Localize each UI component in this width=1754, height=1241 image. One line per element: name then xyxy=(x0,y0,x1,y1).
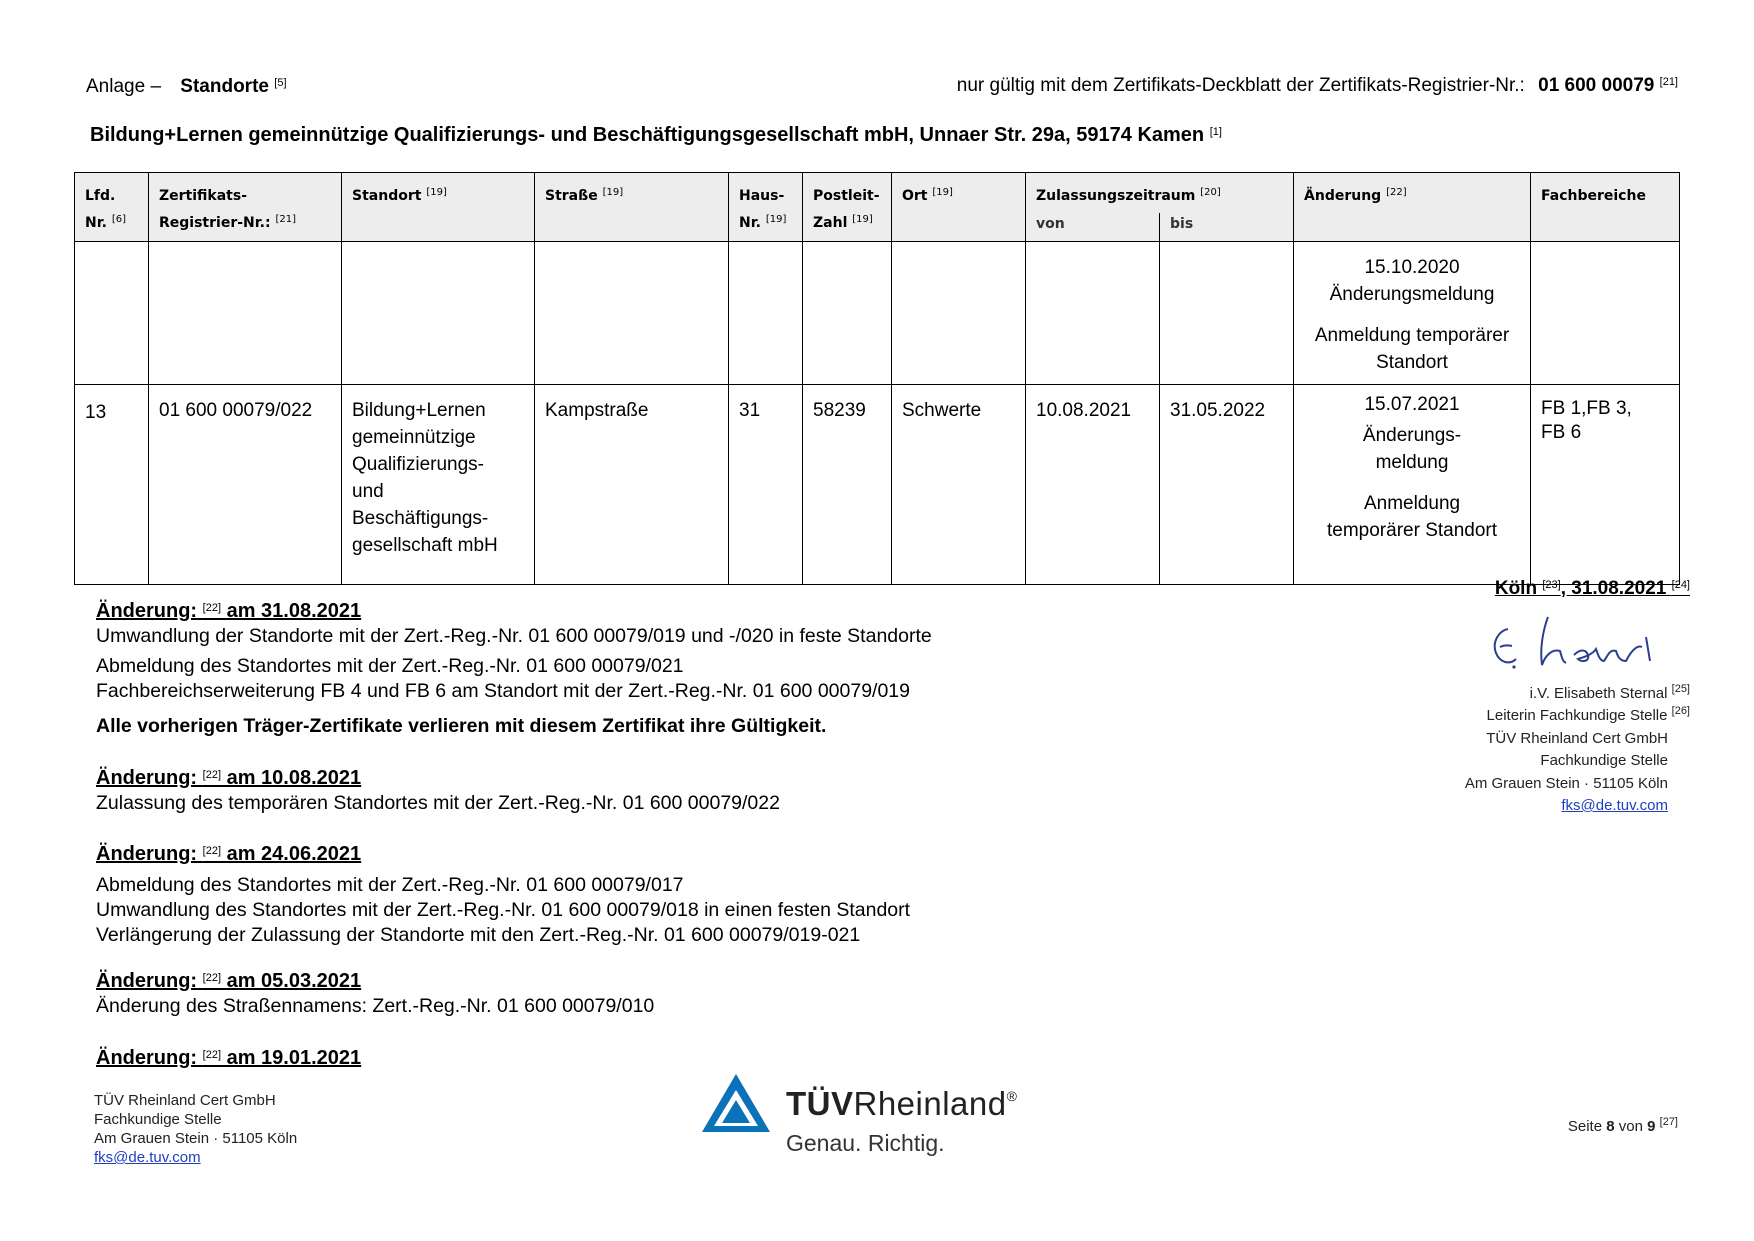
change-section xyxy=(96,1046,361,1071)
signature-block xyxy=(1465,578,1690,818)
signatory-name: i.V. Elisabeth Sternal [25] xyxy=(1529,682,1690,702)
page-number: Seite 8 von 9 [27] xyxy=(1567,1116,1678,1135)
organization-ref: [1] xyxy=(1209,126,1222,138)
cell-nr: 13 xyxy=(75,385,149,585)
cell-bis: 31.05.2022 xyxy=(1160,385,1294,585)
signatory-dept: Fachkundige Stelle xyxy=(1540,752,1668,769)
cell-plz: 58239 xyxy=(803,385,892,585)
change-title: Änderung: [22] am 19.01.2021 xyxy=(96,1047,362,1069)
locations-table xyxy=(74,172,1680,585)
col-ort: Ort [19] xyxy=(892,173,1026,242)
cert-number: 01 600 00079 xyxy=(1538,75,1655,96)
tuv-logo-text: TÜVRheinland® xyxy=(786,1085,1018,1122)
cert-ref: [21] xyxy=(1659,76,1678,88)
footer-address: TÜV Rheinland Cert GmbH Fachkundige Stelle Am Grauen Stein · 51105 Köln fks@de.tuv.com xyxy=(94,1092,298,1166)
col-aenderung: Änderung [22] xyxy=(1294,173,1531,242)
change-title: Änderung: [22] am 31.08.2021 xyxy=(96,600,362,622)
cell-standort: Bildung+Lernen gemeinnützige Qualifizierungs- und Beschäftigungs- gesellschaft mbH xyxy=(342,385,535,585)
table-row xyxy=(75,242,1680,385)
signatory-role: Leiterin Fachkundige Stelle [26] xyxy=(1486,705,1690,724)
change-title: Änderung: [22] am 05.03.2021 xyxy=(96,970,362,992)
cell-fachbereiche: FB 1,FB 3, FB 6 xyxy=(1531,385,1680,585)
annex-ref: [5] xyxy=(274,77,287,89)
change-section: Änderung: [22] am 05.03.2021 Änderung des Straßennamens: Zert.-Reg.-Nr. 01 600 00079/010 xyxy=(96,970,655,1017)
col-von: von xyxy=(1026,213,1160,242)
annex-label: Anlage – xyxy=(86,76,162,97)
change-title: Änderung: [22] am 24.06.2021 xyxy=(96,843,362,865)
col-strasse: Straße [19] xyxy=(535,173,729,242)
signature-graphic xyxy=(1470,609,1670,679)
change-date: 15.07.2021 xyxy=(1364,394,1460,415)
change-date: 15.10.2020 xyxy=(1364,257,1460,278)
cell-reg: 01 600 00079/022 xyxy=(149,385,342,585)
cell-strasse: Kampstraße xyxy=(535,385,729,585)
col-registrier-nr: Zertifikats- Registrier-Nr.: [21] xyxy=(149,173,342,242)
change-cell xyxy=(1294,242,1531,385)
change-type: Änderungsmeldung xyxy=(1329,284,1495,305)
col-postleitzahl: Postleit- Zahl [19] xyxy=(803,173,892,242)
signature-place-date: Köln [23], 31.08.2021 [24] xyxy=(1494,578,1690,599)
col-bis: bis xyxy=(1160,213,1294,242)
table-row xyxy=(75,385,1680,585)
organization-line xyxy=(90,124,1222,147)
col-haus-nr: Haus- Nr. [19] xyxy=(729,173,803,242)
tuv-tagline: Genau. Richtig. xyxy=(786,1130,945,1156)
tuv-triangle-icon xyxy=(700,1072,772,1136)
col-zulassungszeitraum: Zulassungszeitraum [20] xyxy=(1026,173,1294,213)
annex-title: Standorte xyxy=(180,76,269,97)
change-section: Änderung: [22] am 24.06.2021 Abmeldung des Standortes mit der Zert.-Reg.-Nr. 01 600 00079/017 Umwandlung des Standortes mit der Zert.-Reg.-Nr. 01 600 00079/018 in einen festen Standort Verlängerung der Zulassung der Standorte mit den Zert.-Reg.-Nr. 01 600 00079/019-021 xyxy=(96,843,911,946)
change-cell: 15.07.2021 Änderungs- meldung Anmeldung temporärer Standort xyxy=(1294,385,1531,585)
footer-email-link[interactable]: fks@de.tuv.com xyxy=(94,1149,201,1166)
change-note: Anmeldung temporärer Standort xyxy=(1314,325,1510,373)
change-title: Änderung: [22] am 10.08.2021 xyxy=(96,767,362,789)
cell-haus: 31 xyxy=(729,385,803,585)
change-section: Änderung: [22] am 10.08.2021 Zulassung des temporären Standortes mit der Zert.-Reg.-Nr. 01 600 00079/022 xyxy=(96,767,780,814)
change-section: Änderung: [22] am 31.08.2021 Umwandlung der Standorte mit der Zert.-Reg.-Nr. 01 600 00079/019 und -/020 in feste Standorte Abmeldung des Standortes mit der Zert.-Reg.-Nr. 01 600 00079/021 Fachbereichserweiterung FB 4 und FB 6 am Standort mit der Zert.-Reg.-Nr. 01 600 00079/019 Alle vorherigen Träger-Zertifikate verlieren mit diesem Zertifikat ihre Gültigkeit. xyxy=(96,600,932,737)
col-lfd-nr: Lfd. Nr. [6] xyxy=(75,173,149,242)
col-standort: Standort [19] xyxy=(342,173,535,242)
validity-text: nur gültig mit dem Zertifikats-Deckblatt der Zertifikats-Registrier-Nr.: xyxy=(956,75,1525,96)
table-header-row xyxy=(75,173,1680,213)
cell-von: 10.08.2021 xyxy=(1026,385,1160,585)
validity-note xyxy=(957,75,1678,97)
validity-warning: Alle vorherigen Träger-Zertifikate verlieren mit diesem Zertifikat ihre Gültigkeit. xyxy=(96,715,827,737)
signatory-address: Am Grauen Stein · 51105 Köln xyxy=(1464,774,1668,792)
signatory-company: TÜV Rheinland Cert GmbH xyxy=(1486,729,1668,747)
cell-ort: Schwerte xyxy=(892,385,1026,585)
signatory-email-link[interactable]: fks@de.tuv.com xyxy=(1561,797,1668,814)
col-fachbereiche: Fachbereiche xyxy=(1531,173,1680,242)
organization-text: Bildung+Lernen gemeinnützige Qualifizierungs- und Beschäftigungsgesellschaft mbH, Unnaer Str. 29a, 59174 Kamen xyxy=(90,124,1205,146)
annex-heading xyxy=(86,76,287,98)
